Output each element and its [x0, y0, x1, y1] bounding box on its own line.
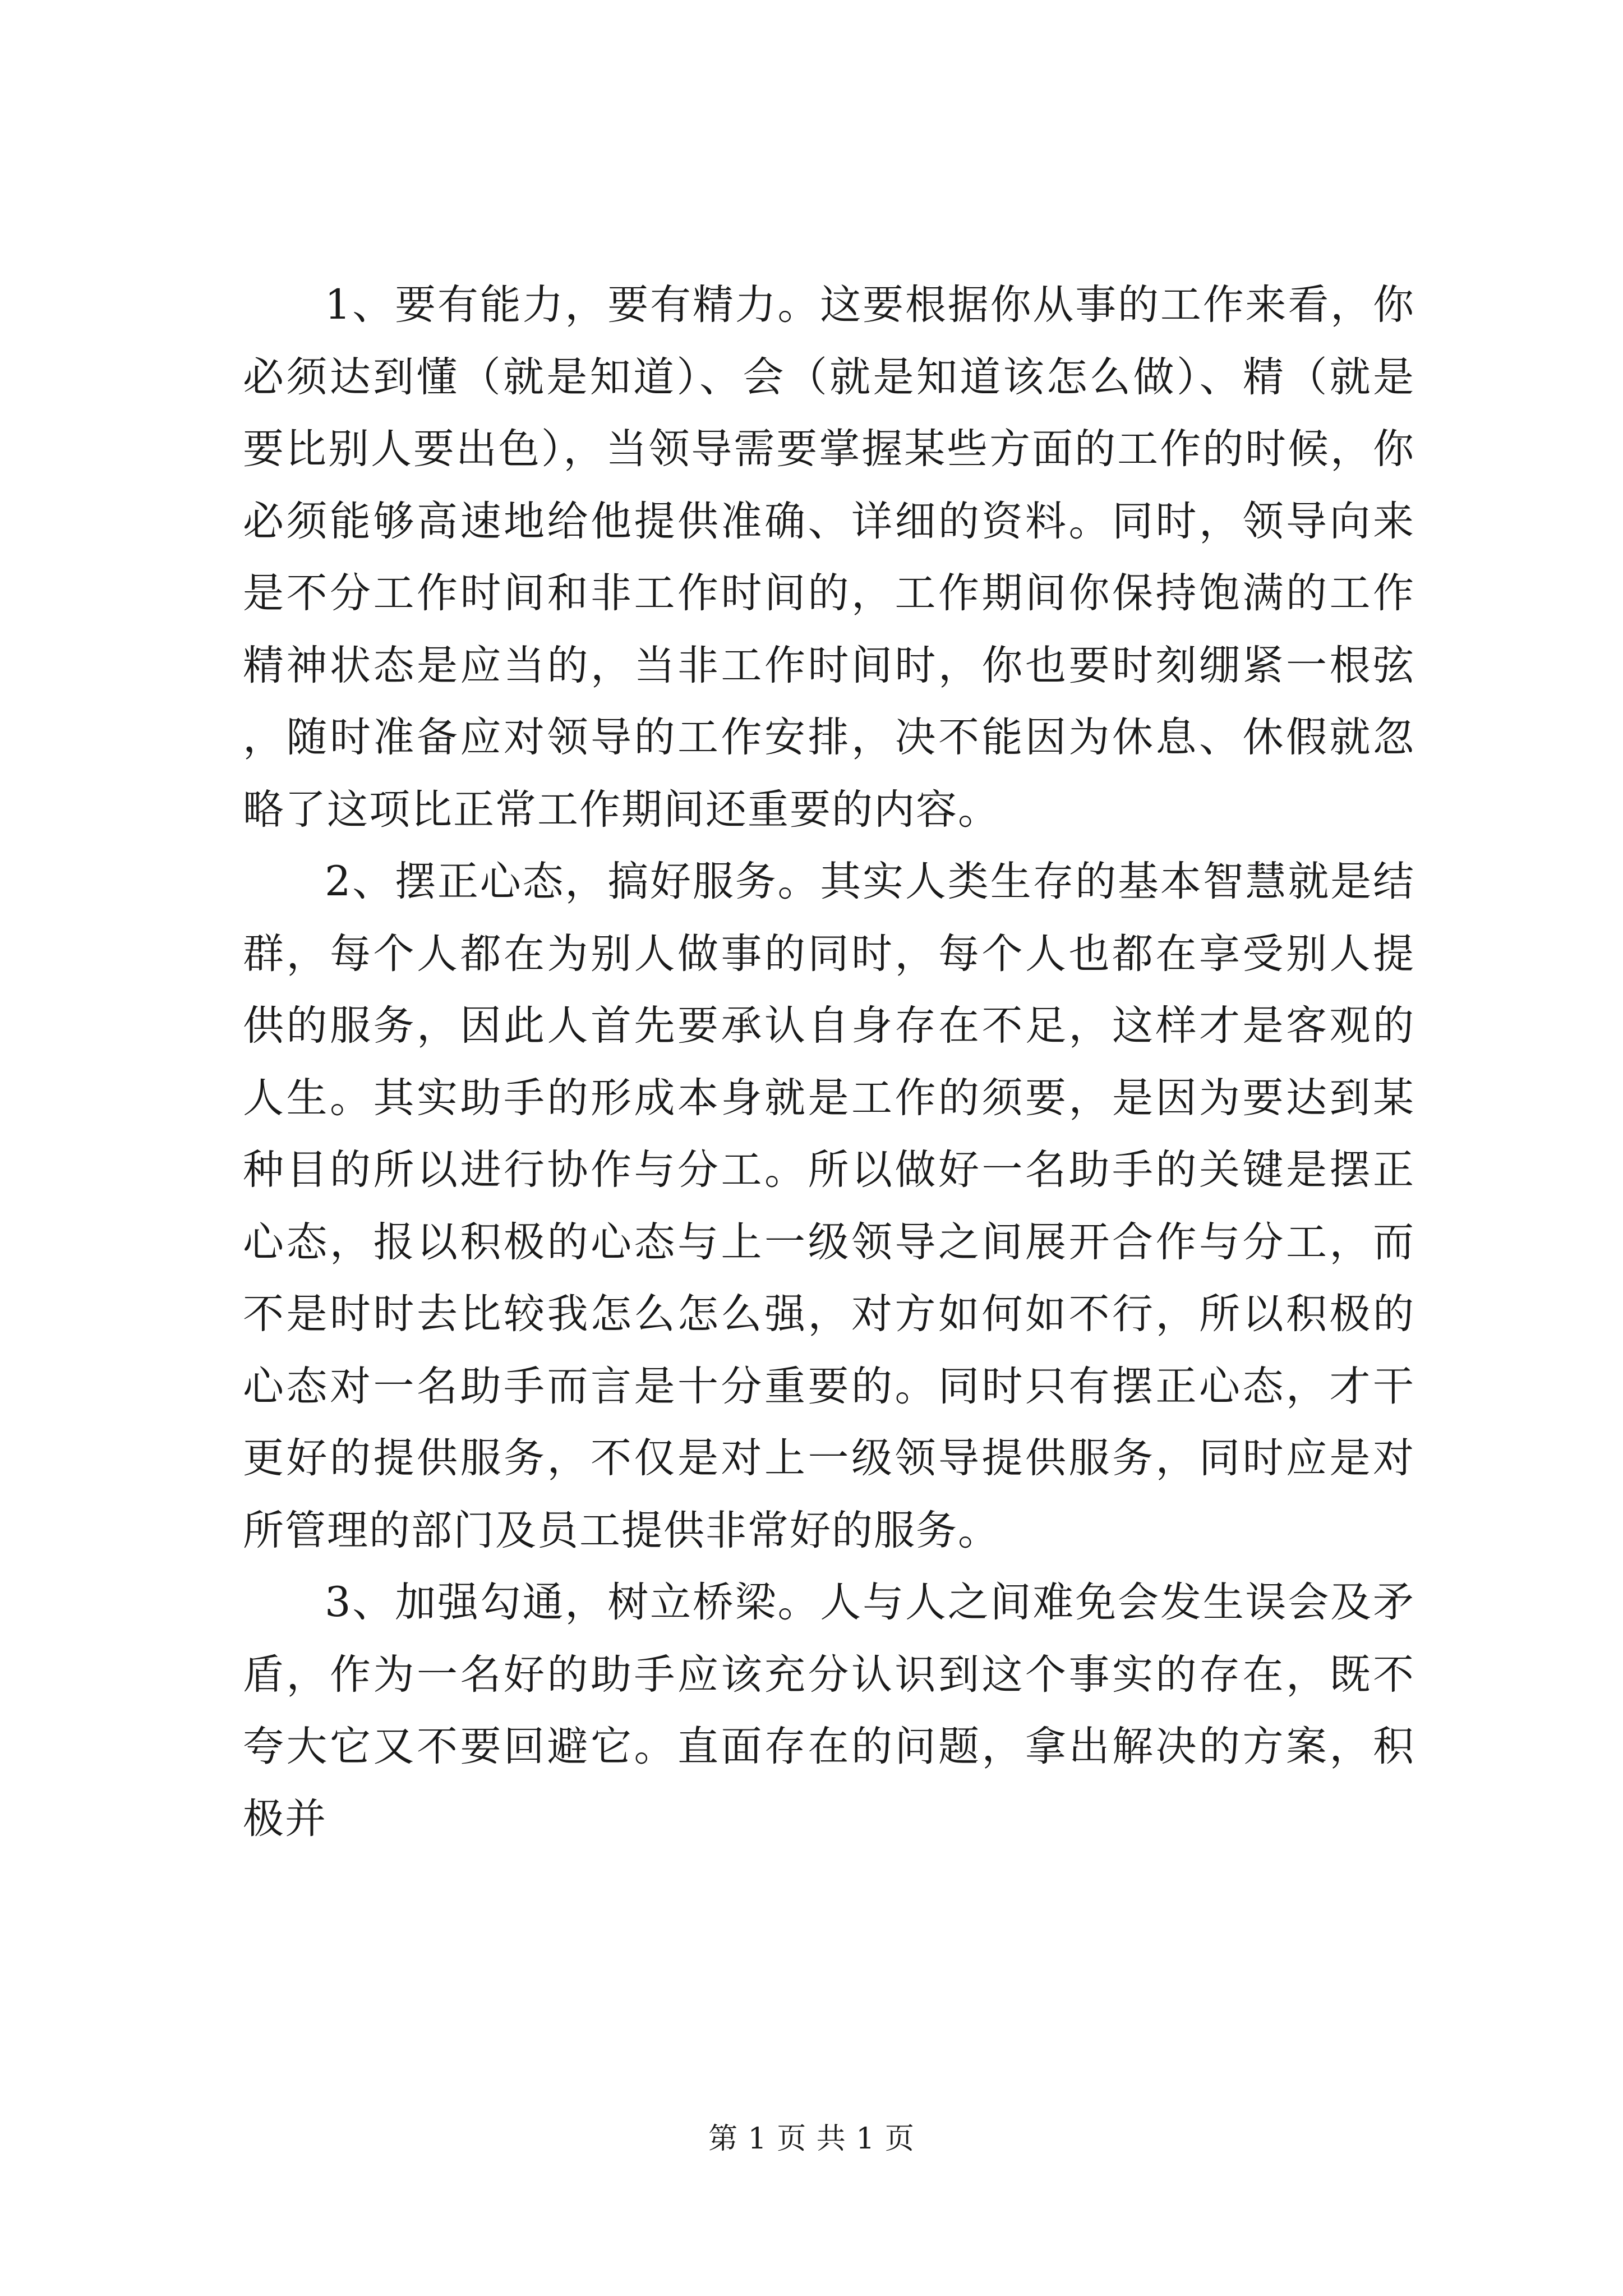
paragraph-3: 3、加强勾通，树立桥梁。人与人之间难免会发生误会及矛盾，作为一名好的助手应该充分认识到这个事实的存在，既不夸大它又不要回避它。直面存在的问题，拿出解决的方案，积极并	[243, 1579, 1415, 1843]
document-body	[243, 269, 1415, 1855]
paragraph-1: 1、要有能力，要有精力。这要根据你从事的工作来看，你必须达到懂（就是知道）、会（就是知道该怎么做）、精（就是要比别人要出色），当领导需要掌握某些方面的工作的时候，你必须能够高速地给他提供准确、详细的资料。同时，领导向来是不分工作时间和非工作时间的，工作期间你保持饱满的工作精神状态是应当的，当非工作时间时，你也要时刻绷紧一根弦，随时准备应对领导的工作安排，决不能因为休息、休假就忽略了这项比正常工作期间还重要的内容。	[243, 281, 1415, 834]
page-number-footer: 第 1 页 共 1 页	[708, 2122, 915, 2156]
paragraph-2: 2、摆正心态，搞好服务。其实人类生存的基本智慧就是结群，每个人都在为别人做事的同时，每个人也都在享受别人提供的服务，因此人首先要承认自身存在不足，这样才是客观的人生。其实助手的形成本身就是工作的须要，是因为要达到某种目的所以进行协作与分工。所以做好一名助手的关键是摆正心态，报以积极的心态与上一级领导之间展开合作与分工，而不是时时去比较我怎么怎么强，对方如何如不行，所以积极的心态对一名助手而言是十分重要的。同时只有摆正心态，才干更好的提供服务，不仅是对上一级领导提供服务，同时应是对所管理的部门及员工提供非常好的服务。	[243, 858, 1415, 1554]
